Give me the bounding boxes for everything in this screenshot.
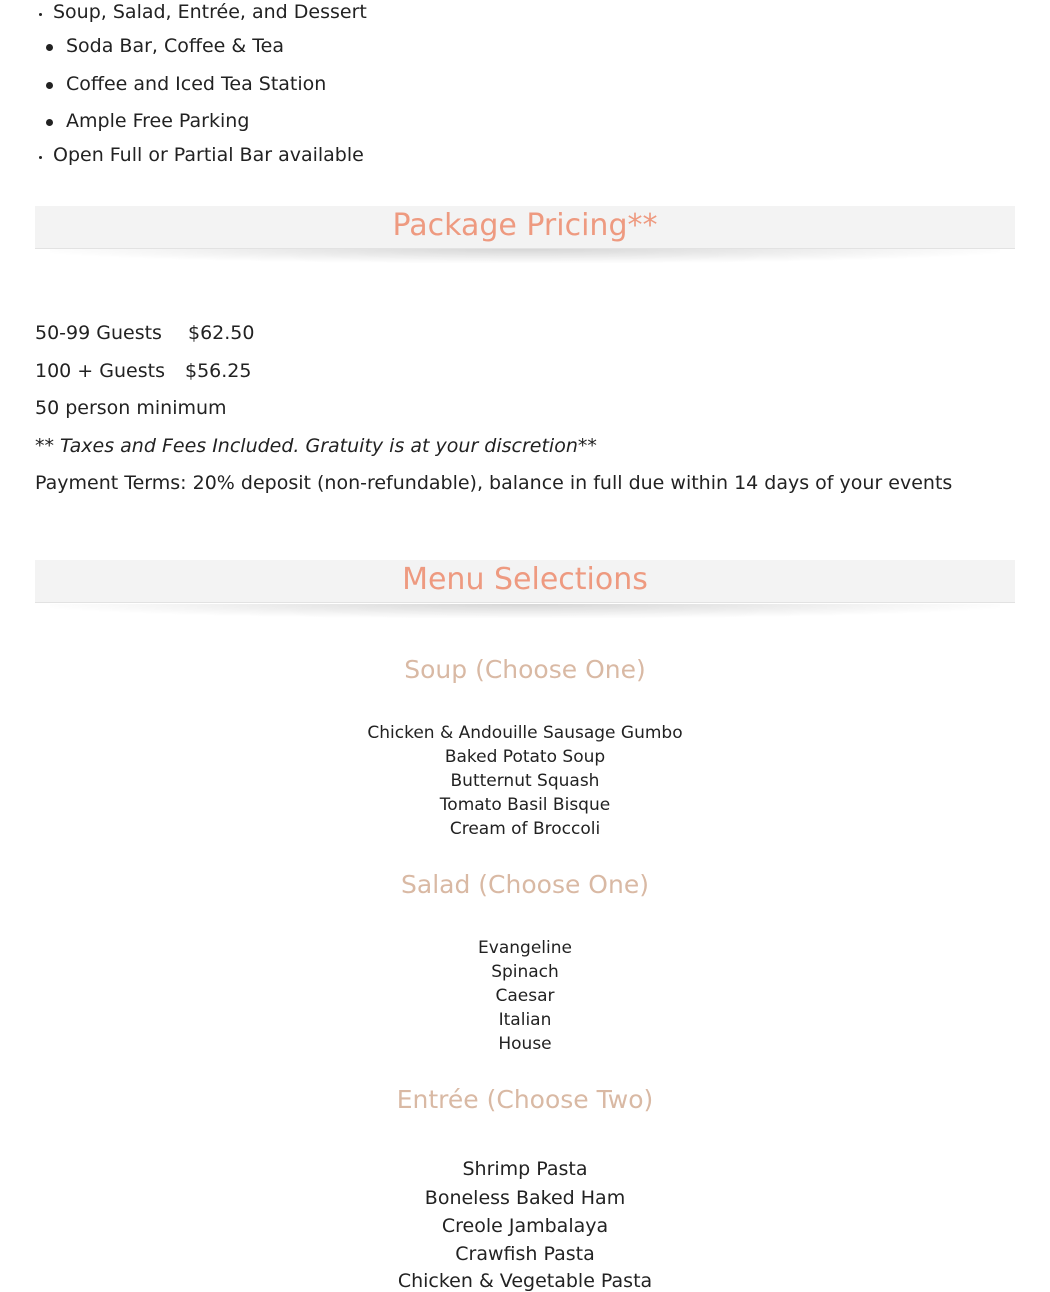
menu-item: Baked Potato Soup — [444, 747, 606, 767]
list-item-text: Ample Free Parking — [66, 110, 250, 132]
menu-item: Tomato Basil Bisque — [439, 795, 611, 815]
list-item — [35, 110, 249, 132]
soup-heading: Soup (Choose One) — [404, 655, 646, 684]
list-item-text: Coffee and Iced Tea Station — [66, 73, 327, 95]
menu-item: Chicken & Vegetable Pasta — [397, 1270, 653, 1292]
menu-title: Menu Selections — [402, 562, 648, 597]
list-item-text: Soup, Salad, Entrée, and Dessert — [53, 1, 367, 23]
menu-banner — [35, 560, 1015, 603]
tier-label: 50-99 Guests — [35, 322, 162, 344]
bullet-icon — [39, 156, 42, 159]
menu-item: Cream of Broccoli — [449, 819, 601, 839]
menu-item: Evangeline — [478, 938, 572, 958]
payment-terms: Payment Terms: 20% deposit (non-refundable), balance in full due within 14 days of your events — [35, 472, 953, 494]
bullet-icon — [39, 13, 42, 16]
list-item — [35, 144, 364, 166]
price-tier-2 — [35, 360, 252, 382]
list-item-text: Soda Bar, Coffee & Tea — [66, 35, 284, 57]
menu-item: Spinach — [491, 962, 559, 982]
list-item — [35, 1, 367, 23]
banner-shadow — [50, 249, 1000, 263]
pricing-title: Package Pricing** — [392, 208, 658, 243]
menu-item: Creole Jambalaya — [441, 1215, 609, 1237]
salad-heading: Salad (Choose One) — [401, 870, 649, 899]
price-tier-1 — [35, 322, 255, 344]
menu-item: Shrimp Pasta — [462, 1158, 588, 1180]
menu-item: Crawfish Pasta — [455, 1243, 595, 1265]
menu-item: Italian — [498, 1010, 552, 1030]
list-item — [35, 73, 326, 95]
tier-label: 100 + Guests — [35, 360, 165, 382]
tier-price: $62.50 — [188, 322, 255, 344]
bullet-icon — [46, 44, 53, 51]
list-item-text: Open Full or Partial Bar available — [53, 144, 364, 166]
menu-item: Caesar — [495, 986, 555, 1006]
menu-item: Boneless Baked Ham — [424, 1187, 626, 1209]
list-item — [35, 35, 284, 57]
banner-shadow — [50, 604, 1000, 618]
taxes-note: ** Taxes and Fees Included. Gratuity is at your discretion** — [35, 435, 597, 457]
menu-item: Butternut Squash — [450, 771, 600, 791]
minimum-guests: 50 person minimum — [35, 397, 227, 419]
menu-item: House — [498, 1034, 552, 1054]
bullet-icon — [46, 82, 53, 89]
entree-heading: Entrée (Choose Two) — [396, 1085, 654, 1114]
tier-price: $56.25 — [185, 360, 252, 382]
menu-item: Chicken & Andouille Sausage Gumbo — [367, 723, 683, 743]
pricing-banner — [35, 206, 1015, 249]
bullet-icon — [46, 119, 53, 126]
